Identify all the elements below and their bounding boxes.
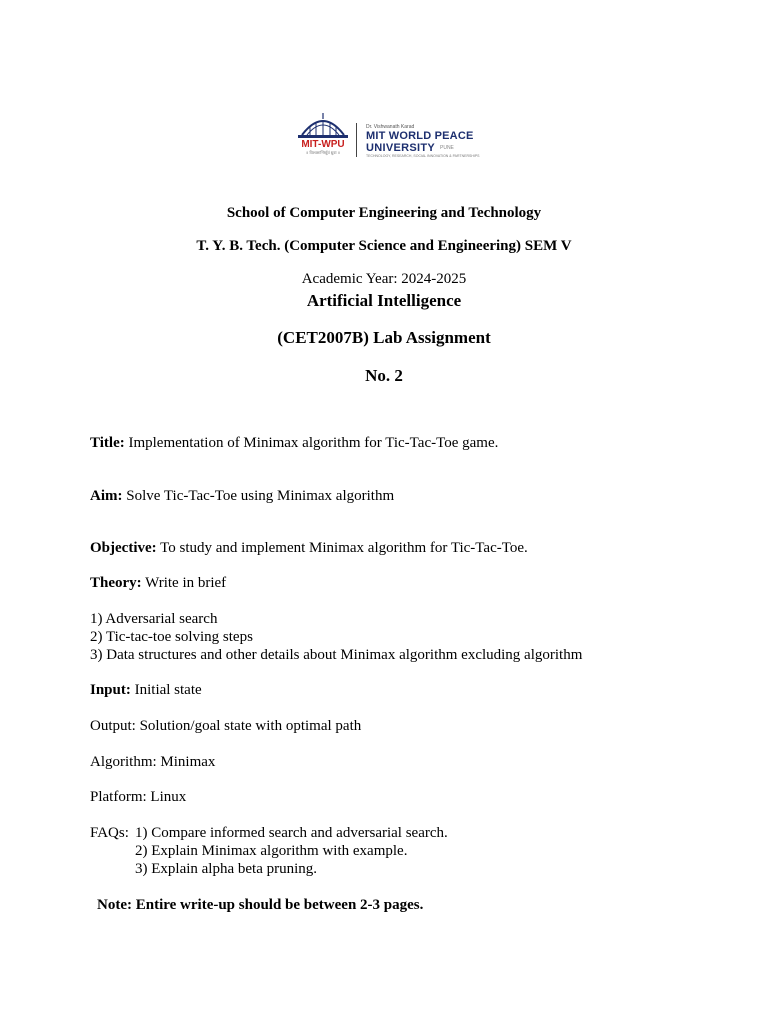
logo-tagline: ॥ विश्वशान्तिर्ध्रुवं ध्रुवा ॥: [305, 150, 341, 155]
logo-name-line1: MIT WORLD PEACE: [366, 130, 474, 142]
logo-founder: Dr. Vishwanath Karad: [366, 124, 415, 130]
aim-line: [90, 488, 394, 505]
assignment-number: No. 2: [365, 366, 403, 385]
logo-short-name: MIT-WPU: [301, 139, 345, 150]
theory-item: 1) Adversarial search: [90, 611, 218, 627]
theory-item: 3) Data structures and other details about Minimax algorithm excluding algorithm: [90, 647, 583, 663]
objective-line: [90, 540, 528, 557]
output-line: Output: Solution/goal state with optimal path: [90, 718, 362, 734]
course-title: Artificial Intelligence: [306, 291, 462, 310]
platform-line: Platform: Linux: [90, 789, 187, 805]
aim-value: Solve Tic-Tac-Toe using Minimax algorithm: [122, 488, 395, 504]
logo-name-line2: UNIVERSITY: [366, 142, 436, 154]
theory-label: Theory:: [90, 575, 142, 591]
objective-label: Objective:: [90, 540, 157, 556]
program-heading: T. Y. B. Tech. (Computer Science and Engineering) SEM V: [196, 238, 572, 254]
dome-emblem-icon: [294, 113, 352, 141]
aim-label: Aim:: [90, 488, 123, 504]
faq-item: 2) Explain Minimax algorithm with example.: [135, 843, 408, 859]
logo-city: PUNE: [440, 145, 454, 151]
academic-year: Academic Year: 2024-2025: [301, 271, 467, 287]
faqs-label: FAQs:: [90, 825, 129, 841]
title-label: Title:: [90, 435, 125, 451]
note-line: Note: Entire write-up should be between 2-3 pages.: [97, 897, 424, 913]
title-value: Implementation of Minimax algorithm for Tic-Tac-Toe game.: [124, 435, 499, 451]
theory-line: [90, 575, 226, 592]
objective-value: To study and implement Minimax algorithm for Tic-Tac-Toe.: [156, 540, 528, 556]
logo-divider: [356, 123, 357, 157]
input-line: [90, 682, 202, 699]
university-logo: [294, 113, 480, 159]
faq-item: 1) Compare informed search and adversarial search.: [135, 825, 448, 841]
assignment-title: (CET2007B) Lab Assignment: [277, 328, 491, 347]
theory-item: 2) Tic-tac-toe solving steps: [90, 629, 253, 645]
algorithm-line: Algorithm: Minimax: [90, 754, 216, 770]
logo-motto: TECHNOLOGY, RESEARCH, SOCIAL INNOVATION & PARTNERSHIPS: [366, 154, 480, 158]
faq-item: 3) Explain alpha beta pruning.: [135, 861, 318, 877]
school-heading: School of Computer Engineering and Technology: [226, 205, 542, 221]
input-label: Input:: [90, 682, 131, 698]
title-line: [90, 435, 498, 452]
input-value: Initial state: [130, 682, 202, 698]
theory-value: Write in brief: [141, 575, 227, 591]
